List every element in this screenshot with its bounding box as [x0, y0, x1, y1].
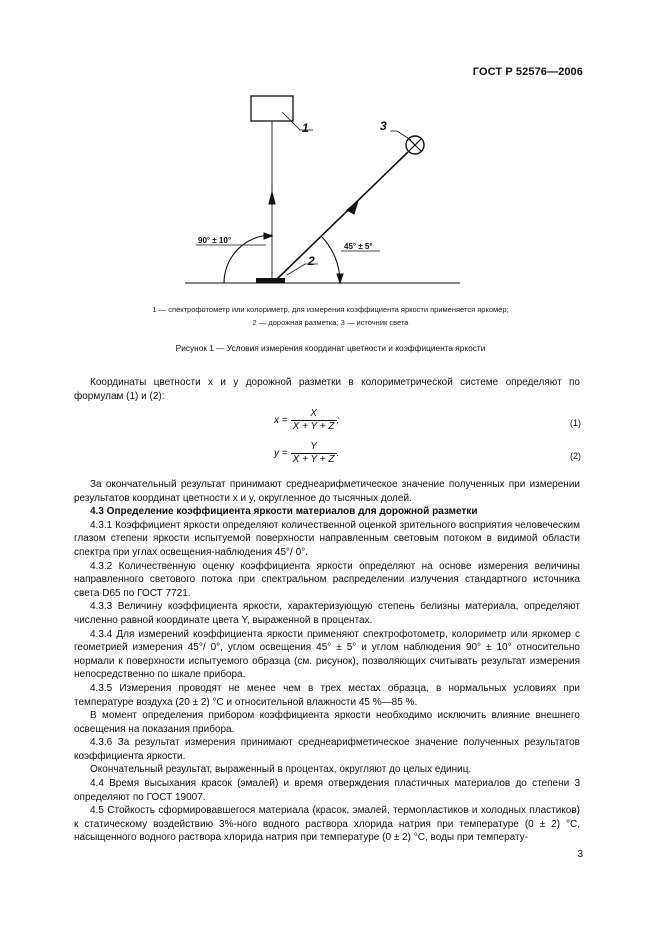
figure-title: Рисунок 1 — Условия измерения координат цветности и коэффициента яркости [175, 343, 486, 353]
figure-legend-line-2: 2 — дорожная разметка; 3 — источник света [252, 318, 409, 327]
observation-arrow [269, 192, 275, 204]
main-text [74, 478, 580, 845]
paragraph-external-light: В момент определения прибором коэффициента яркости необходимо исключить влияние внешнего освещения на показания прибора. [74, 710, 580, 735]
measurement-diagram [0, 0, 661, 340]
paragraph-4-3-6: 4.3.6 За результат измерения принимают среднеарифметическое значение полученных результатов коэффициента яркости. [74, 737, 580, 762]
paragraph-4-5: 4.5 Стойкость сформировавшегося материала (красок, эмалей, термопластиков и холодных пластиков) к статическому воздействию 3%-ного водного раствора хлорида натрия при температуре (0 ± 2) °С, насыщенного водного раствора хлорида натрия при температуре (0 ± 2) °С, воды при температу- [74, 805, 580, 844]
paragraph-4-3-3: 4.3.3 Величину коэффициента яркости, характеризующую степень белизны материала, определяют численно равной координате цвета Y, выраженной в процентах. [74, 601, 580, 626]
formula-2: y = $\frac{Y}{X + Y + Z}$ . [274, 441, 340, 465]
illumination-line [276, 152, 408, 280]
label-1: 1 [302, 121, 309, 135]
page-number: 3 [577, 849, 583, 860]
illumination-arrow [347, 201, 358, 214]
paragraph-4-3-1: 4.3.1 Коэффициент яркости определяют количественной оценкой зрительного восприятия человеческим глазом степени яркости испытуемой поверхности направленным световым потоком в видимой области спектра при углах освещения-наблюдения 45°/ 0°. [74, 519, 580, 558]
intro-paragraph: Координаты цветности x и y дорожной разметки в колориметрической системе определяют по формулам (1) и (2): [74, 377, 580, 402]
equation-number-2: (2) [570, 451, 581, 461]
paragraph-4-3-2: 4.3.2 Количественную оценку коэффициента яркости определяют на основе измерения величины направленного светового потока при спектральном распределении излучения стандартного источника света D65 по ГОСТ 7721. [74, 560, 580, 599]
angle-label-right: 45° ± 5° [344, 242, 373, 251]
section-4-3-heading: 4.3 Определение коэффициента яркости материалов для дорожной разметки [90, 506, 478, 518]
paragraph-4-3-4: 4.3.4 Для измерений коэффициента яркости применяют спектрофотометр, колориметр или яркомер с геометрией измерения 45°/ 0°, углом освещения 45° ± 5° и углом наблюдения 90° ± 10° относительно нормали к поверхности испытуемого образца (см. рисунок), позволяющих считывать результат измерения непосредственно по шкале прибора. [74, 628, 580, 681]
formula-1: x = $\frac{X}{X + Y + Z}$ ; [274, 408, 340, 432]
road-marking-sample [256, 278, 285, 283]
label-3: 3 [380, 119, 387, 133]
angle-arc-left [224, 235, 272, 283]
paragraph-4-3-5: 4.3.5 Измерения проводят не менее чем в трех местах образца, в нормальных условиях при температуре воздуха (20 ± 2) °С и относительной влажности 45 %—85 %. [74, 682, 580, 708]
figure-legend-line-1: 1 — спектрофотометр или колориметр, для измерения коэффициента яркости применяется яркомер; [152, 305, 509, 314]
document-code: ГОСТ Р 52576—2006 [472, 66, 583, 78]
label-2: 2 [308, 254, 315, 268]
paragraph-4-4: 4.4 Время высыхания красок (эмалей) и время отверждения пластичных материалов до степени 3 определяют по ГОСТ 19007. [74, 778, 580, 803]
angle-label-left: 90° ± 10° [198, 236, 232, 245]
equation-number-1: (1) [570, 418, 581, 428]
paragraph-final-result: За окончательный результат принимают среднеарифметическое значение полученных при измерении результатов координат цветности x и y, округленное до тысячных долей. [74, 479, 580, 504]
paragraph-rounding: Окончательный результат, выраженный в процентах, округляют до целых единиц. [90, 764, 472, 776]
